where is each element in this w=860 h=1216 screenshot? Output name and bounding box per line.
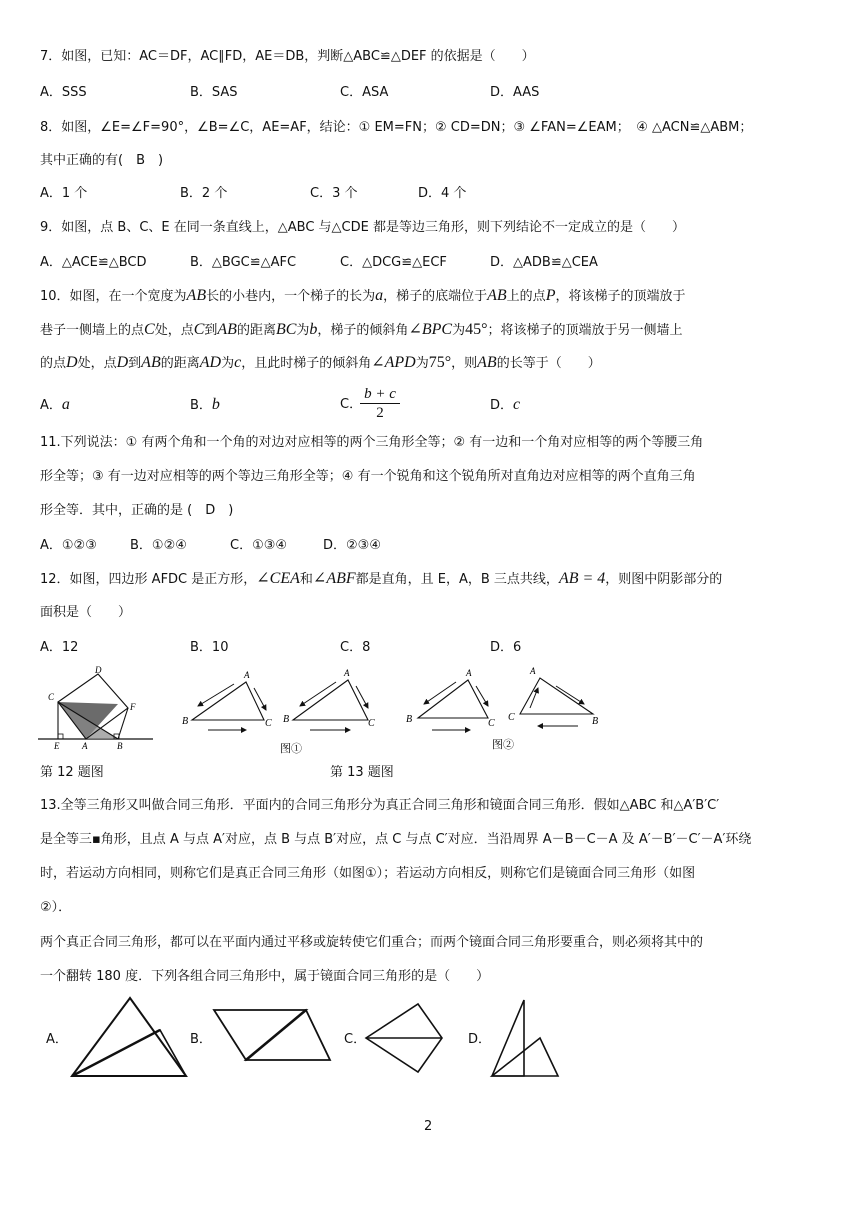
q13-option-c[interactable]: C． xyxy=(344,1032,367,1047)
q9-stem: 9．如图，点 B、C、E 在同一条直线上，△ABC 与△CDE 都是等边三角形，则下列结论不一定成立的是（ ） xyxy=(40,220,685,235)
q10-stem-line1: 10．如图，在一个宽度为AB长的小巷内，一个梯子的长为a，梯子的底端位于AB上的点P，将该梯子的顶端放于 xyxy=(40,287,686,304)
f12-label-b: B xyxy=(117,741,123,751)
f12-label-e: E xyxy=(54,741,60,751)
q13-option-c-figure xyxy=(362,1000,462,1075)
f12-label-c: C xyxy=(48,692,55,702)
q8-option-d[interactable]: D．4 个 xyxy=(418,186,467,201)
q13-option-b-figure xyxy=(210,1004,335,1064)
q7-option-c[interactable]: C．ASA xyxy=(340,85,389,100)
q12-figure xyxy=(38,664,158,754)
f13b-label-a1: A xyxy=(466,668,472,678)
q13-figure-2 xyxy=(398,664,603,759)
q11-option-d[interactable]: D．②③④ xyxy=(323,538,381,553)
f13a-label-a2: A xyxy=(344,668,350,678)
q8-stem-line2: 其中正确的有( B ) xyxy=(40,153,164,168)
q10-option-d[interactable]: D．c xyxy=(490,396,521,413)
figure-caption-13: 第 13 题图 xyxy=(330,765,394,780)
q11-stem-line3: 形全等．其中，正确的是 ( D ) xyxy=(40,503,234,518)
q13-option-b[interactable]: B． xyxy=(190,1032,212,1047)
q12-option-b[interactable]: B．10 xyxy=(190,640,229,655)
q13-stem-line3: 时，若运动方向相同，则称它们是真正合同三角形（如图①）；若运动方向相反，则称它们是镜面合同三角形（如图 xyxy=(40,866,696,881)
q11-option-c[interactable]: C．①③④ xyxy=(230,538,288,553)
q10-option-c[interactable]: C． xyxy=(340,397,363,412)
q13-stem-line5: 两个真正合同三角形，都可以在平面内通过平移或旋转使它们重合；而两个镜面合同三角形要重合，则必须将其中的 xyxy=(40,935,704,950)
q11-stem-line2: 形全等；③ 有一边对应相等的两个等边三角形全等；④ 有一个锐角和这个锐角所对直角边对应相等的两个直角三角 xyxy=(40,469,696,484)
q8-option-a[interactable]: A．1 个 xyxy=(40,186,88,201)
f12-label-f: F xyxy=(130,702,136,712)
q11-stem-line1: 11.下列说法：① 有两个角和一个角的对边对应相等的两个三角形全等；② 有一边和一个角对应相等的两个等腰三角 xyxy=(40,435,704,450)
q13-option-d[interactable]: D． xyxy=(468,1032,492,1047)
q10-fraction: $\frac{b + c}{2}$ xyxy=(360,385,400,422)
f13b-label-c2: C xyxy=(508,712,515,723)
q9-option-d[interactable]: D．△ADB≌△CEA xyxy=(490,255,598,270)
f13b-label-a2: A xyxy=(530,666,536,676)
q13-stem-line2: 是全等三▪角形，且点 A 与点 A′对应，点 B 与点 B′对应，点 C 与点 C′对应．当沿周界 A－B－C－A 及 A′－B′－C′－A′环绕 xyxy=(40,832,752,847)
q9-option-a[interactable]: A．△ACE≌△BCD xyxy=(40,255,147,270)
q8-option-c[interactable]: C．3 个 xyxy=(310,186,358,201)
q11-option-b[interactable]: B．①②④ xyxy=(130,538,187,553)
q9-option-c[interactable]: C．△DCG≌△ECF xyxy=(340,255,447,270)
q10-option-b[interactable]: B．b xyxy=(190,396,220,413)
q12-stem-line1: 12．如图，四边形 AFDC 是正方形，∠CEA和∠ABF都是直角，且 E，A，B 三点共线，AB = 4，则图中阴影部分的 xyxy=(40,570,723,587)
q12-option-d[interactable]: D．6 xyxy=(490,640,522,655)
q8-stem-line1: 8．如图，∠E=∠F=90°，∠B=∠C，AE=AF，结论：① EM=FN；② CD=DN；③ ∠FAN=∠EAM； ④ △ACN≌△ABM； xyxy=(40,120,753,135)
q13-option-d-figure xyxy=(486,996,566,1080)
q13-stem-line4: ②）． xyxy=(40,900,72,915)
q13-option-a-figure xyxy=(66,994,191,1079)
f13a-label-a1: A xyxy=(244,670,250,680)
f13a-label-b1: B xyxy=(182,716,189,727)
q12-stem-line2: 面积是（ ） xyxy=(40,605,132,620)
figure-caption-12: 第 12 题图 xyxy=(40,765,104,780)
f13b-label-c1: C xyxy=(488,718,495,729)
q7-option-d[interactable]: D．AAS xyxy=(490,85,540,100)
q11-option-a[interactable]: A．①②③ xyxy=(40,538,97,553)
q13-stem-line1: 13.全等三角形又叫做合同三角形．平面内的合同三角形分为真正合同三角形和镜面合同三角形．假如△ABC 和△A′B′C′ xyxy=(40,798,720,813)
figure-1-label: 图① xyxy=(280,743,302,755)
q13-figure-1 xyxy=(178,664,393,759)
f12-label-a: A xyxy=(82,741,88,751)
q12-option-c[interactable]: C．8 xyxy=(340,640,371,655)
q7-option-b[interactable]: B．SAS xyxy=(190,85,238,100)
q10-stem-line3: 的点D处，点D到AB的距离AD为c，且此时梯子的倾斜角∠APD为75°，则AB的长等于（ ） xyxy=(40,354,601,371)
f12-label-d: D xyxy=(95,665,102,675)
q10-option-a[interactable]: A．a xyxy=(40,396,70,413)
figure-2-label: 图② xyxy=(492,739,514,751)
f13a-label-b2: B xyxy=(283,714,290,725)
q8-option-b[interactable]: B．2 个 xyxy=(180,186,228,201)
q13-option-a[interactable]: A． xyxy=(46,1032,68,1047)
f13a-label-c2: C xyxy=(368,718,375,729)
q10-stem-line2: 巷子一侧墙上的点C处，点C到AB的距离BC为b，梯子的倾斜角∠BPC为45°；将该梯子的顶端放于另一侧墙上 xyxy=(40,321,683,338)
q12-option-a[interactable]: A．12 xyxy=(40,640,79,655)
f13b-label-b1: B xyxy=(406,714,413,725)
page-number: 2 xyxy=(424,1119,433,1134)
f13b-label-b2: B xyxy=(592,716,599,727)
q7-option-a[interactable]: A．SSS xyxy=(40,85,87,100)
q13-stem-line6: 一个翻转 180 度．下列各组合同三角形中，属于镜面合同三角形的是（ ） xyxy=(40,969,490,984)
f13a-label-c1: C xyxy=(265,718,272,729)
q7-stem: 7．如图，已知：AC＝DF，AC∥FD，AE＝DB，判断△ABC≌△DEF 的依据是（ ） xyxy=(40,49,535,64)
q9-option-b[interactable]: B．△BGC≌△AFC xyxy=(190,255,297,270)
